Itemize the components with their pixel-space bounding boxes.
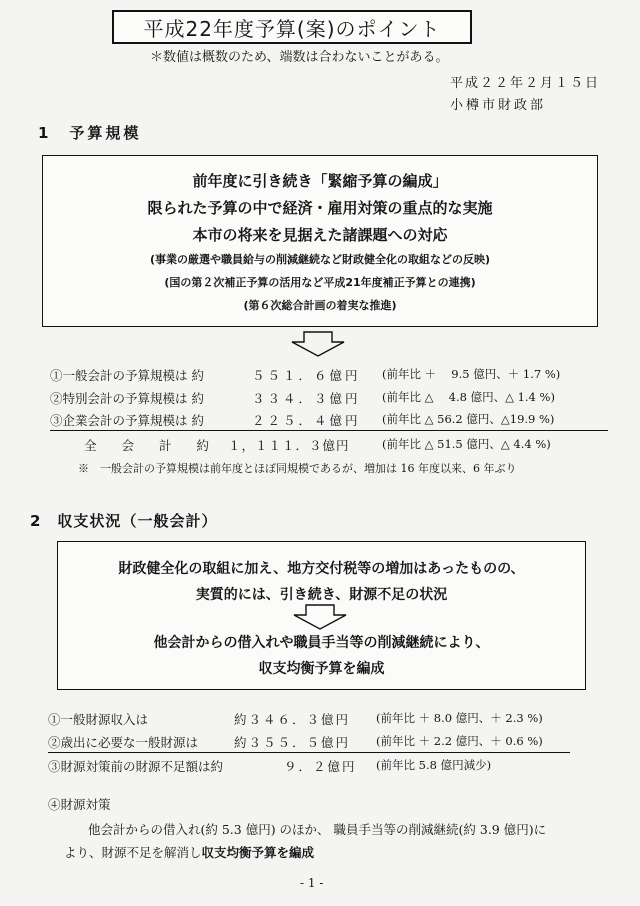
balance-line-3: 他会計からの借入れや職員手当等の削減継続により、 [153, 635, 490, 651]
summary-line-3: 本市の将来を見据えた諸課題への対応 [192, 226, 448, 244]
shortfall-row [48, 757, 608, 775]
row-label: ③企業会計の予算規模は 約 [50, 413, 204, 428]
row-label: ②歳出に必要な一般財源は [48, 735, 199, 750]
row-value: ９．２億円 [284, 759, 357, 774]
down-arrow-icon [290, 331, 346, 357]
down-arrow-icon [292, 604, 348, 634]
row-compare: (前年比 ＋ 2.2 億円、＋ 0.6 %) [376, 734, 543, 748]
summary-subline-3: (第６次総合計画の着実な推進) [243, 299, 397, 312]
row-value: ５５１．６億円 [252, 368, 361, 383]
measures-line-2-emphasis: 収支均衡予算を編成 [201, 845, 315, 860]
section2-heading: 2 収支状況（一般会計） [30, 512, 218, 530]
section1-heading: 1 予算規模 [38, 124, 142, 142]
measures-line-1: 他会計からの借入れ(約 5.3 億円) のほか、 職員手当等の削減継続(約 3.9 億円)に [88, 822, 547, 837]
row-compare: (前年比 5.8 億円減少) [376, 758, 492, 772]
row-compare: (前年比 △ 4.8 億円、△ 1.4 %) [382, 390, 555, 404]
summary-line-2: 限られた予算の中で経済・雇用対策の重点的な実施 [147, 199, 493, 217]
summary-subline-1: (事業の厳選や職員給与の削減継続など財政健全化の取組などの反映) [149, 253, 491, 266]
budget-row-enterprise [50, 411, 608, 431]
row-value: ２２５．４億円 [252, 413, 361, 428]
measures-line-2-text: より、財源不足を解消し [64, 845, 202, 860]
summary-subline-2: (国の第２次補正予算の活用など平成21年度補正予算との連携) [164, 276, 476, 289]
budget-row-general [50, 366, 610, 384]
revenue-row [48, 710, 608, 728]
row-value: １，１１１．３億円 [228, 438, 350, 453]
row-label: 全 会 計 約 [84, 438, 210, 453]
issuing-department: 小樽市財政部 [450, 98, 547, 113]
row-compare: (前年比 ＋ 8.0 億円、＋ 2.3 %) [376, 711, 543, 725]
balance-line-4: 収支均衡予算を編成 [258, 661, 385, 677]
row-label: ③財源対策前の財源不足額は約 [48, 759, 224, 774]
page-title [112, 10, 472, 44]
row-compare: (前年比 △ 51.5 億円、△ 4.4 %) [382, 437, 551, 451]
row-value: 約３４６．３億円 [234, 712, 351, 727]
issue-date: 平成２２年２月１５日 [450, 76, 601, 91]
row-compare: (前年比 △ 56.2 億円、△19.9 %) [382, 412, 555, 426]
section2-summary-box [57, 541, 586, 690]
page-number: - 1 - [300, 876, 324, 890]
measures-heading: ④財源対策 [48, 797, 111, 812]
measures-line-2 [64, 843, 314, 861]
balance-line-2: 実質的には、引き続き、財源不足の状況 [195, 587, 448, 603]
balance-line-1: 財政健全化の取組に加え、地方交付税等の増加はあったものの、 [118, 561, 525, 577]
page-title-text: 平成22年度予算(案)のポイント [143, 16, 441, 41]
row-label: ②特別会計の予算規模は 約 [50, 391, 204, 406]
row-value: 約３５５．５億円 [234, 735, 351, 750]
section1-summary-box [42, 155, 598, 327]
row-label: ①一般会計の予算規模は 約 [50, 368, 204, 383]
summary-line-1: 前年度に引き続き「緊縮予算の編成」 [192, 172, 448, 190]
section1-footnote: ※ 一般会計の予算規模は前年度とほぼ同規模であるが、増加は 16 年度以来、6 年ぶり [78, 462, 517, 475]
budget-row-total [50, 436, 610, 454]
disclaimer-note: ＊数値は概数のため、端数は合わないことがある。 [150, 50, 449, 65]
row-compare: (前年比 ＋ 9.5 億円、＋ 1.7 %) [382, 367, 561, 381]
row-label: ①一般財源収入は [48, 712, 149, 727]
expenditure-row [48, 733, 570, 753]
budget-row-special [50, 389, 610, 407]
row-value: ３３４．３億円 [252, 391, 361, 406]
